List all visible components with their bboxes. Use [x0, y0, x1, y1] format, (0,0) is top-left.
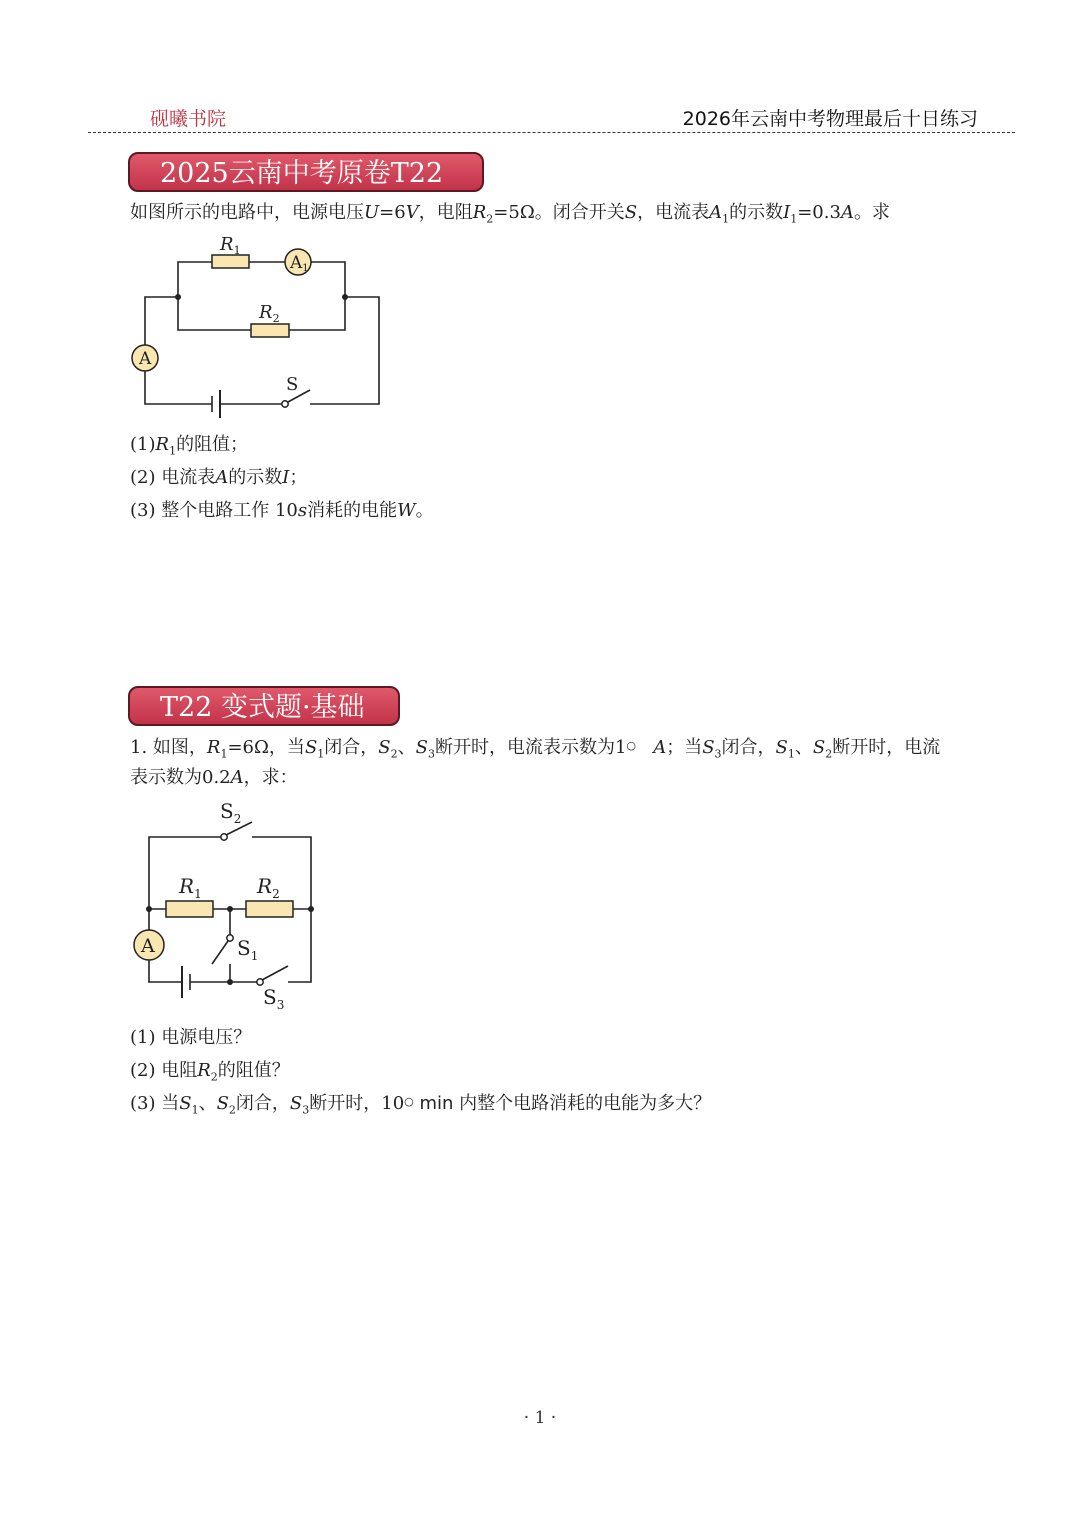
problem-statement: 如图所示的电路中，电源电压U=6V，电阻$R_2=5\Omega$。闭合开关S，电流表$A_1$的示数$I_1=0.3A$。求: [130, 202, 890, 226]
question-2: (2) 电流表A的示数I；: [130, 467, 308, 488]
s2-label: $S_2$: [220, 799, 242, 826]
r1-label: $R_1$: [220, 234, 241, 257]
resistor-r1: [166, 901, 213, 917]
switch-s1-contact: [227, 935, 233, 941]
variant-question-1: (1) 电源电压？: [130, 1027, 252, 1048]
r1-label: $R_1$: [179, 874, 202, 901]
question-1: $(1)R_1$的阻值；: [130, 434, 249, 458]
section-title-variant: T22 变式题·基础: [128, 686, 400, 726]
variant-problem-line-2: 表示数为0.2A，求：: [130, 767, 298, 788]
junction-dot: [227, 906, 233, 912]
document-title: 2026年云南中考物理最后十日练习: [682, 108, 978, 130]
brand-name: 砚曦书院: [150, 108, 227, 130]
question-3: (3) 整个电路工作 10s消耗的电能W。: [130, 500, 434, 521]
switch-label: S: [286, 374, 299, 395]
variant-question-3: (3) 当$S_1$、$S_2$闭合，$S_3$断开时，10○ min 内整个电路消耗的电能为多大？: [130, 1093, 712, 1117]
switch-s2-contact: [221, 834, 227, 840]
variant-problem-line-1: 1. 如图，$R_1=6\Omega$，当$S_1$闭合，$S_2$、$S_3$断开时，电流表示数为1○ A；当$S_3$闭合，$S_1$、$S_2$断开时，电流: [130, 737, 941, 761]
junction-dot: [146, 906, 152, 912]
a-label: A: [139, 349, 152, 369]
s3-label: $S_3$: [263, 985, 285, 1012]
resistor-r2: [246, 901, 293, 917]
a-label: A: [141, 935, 155, 957]
junction-dot: [227, 979, 233, 985]
r2-label: $R_2$: [257, 874, 280, 901]
r2-label: $R_2$: [259, 302, 280, 325]
s1-label: $S_1$: [237, 936, 259, 963]
junction-dot: [308, 906, 314, 912]
variant-question-2: (2) 电阻$R_2$的阻值？: [130, 1060, 290, 1084]
a1-label: A1: [290, 253, 309, 274]
section-title-original-exam: 2025云南中考原卷T22: [128, 152, 484, 192]
page-number: · 1 ·: [523, 1408, 557, 1428]
